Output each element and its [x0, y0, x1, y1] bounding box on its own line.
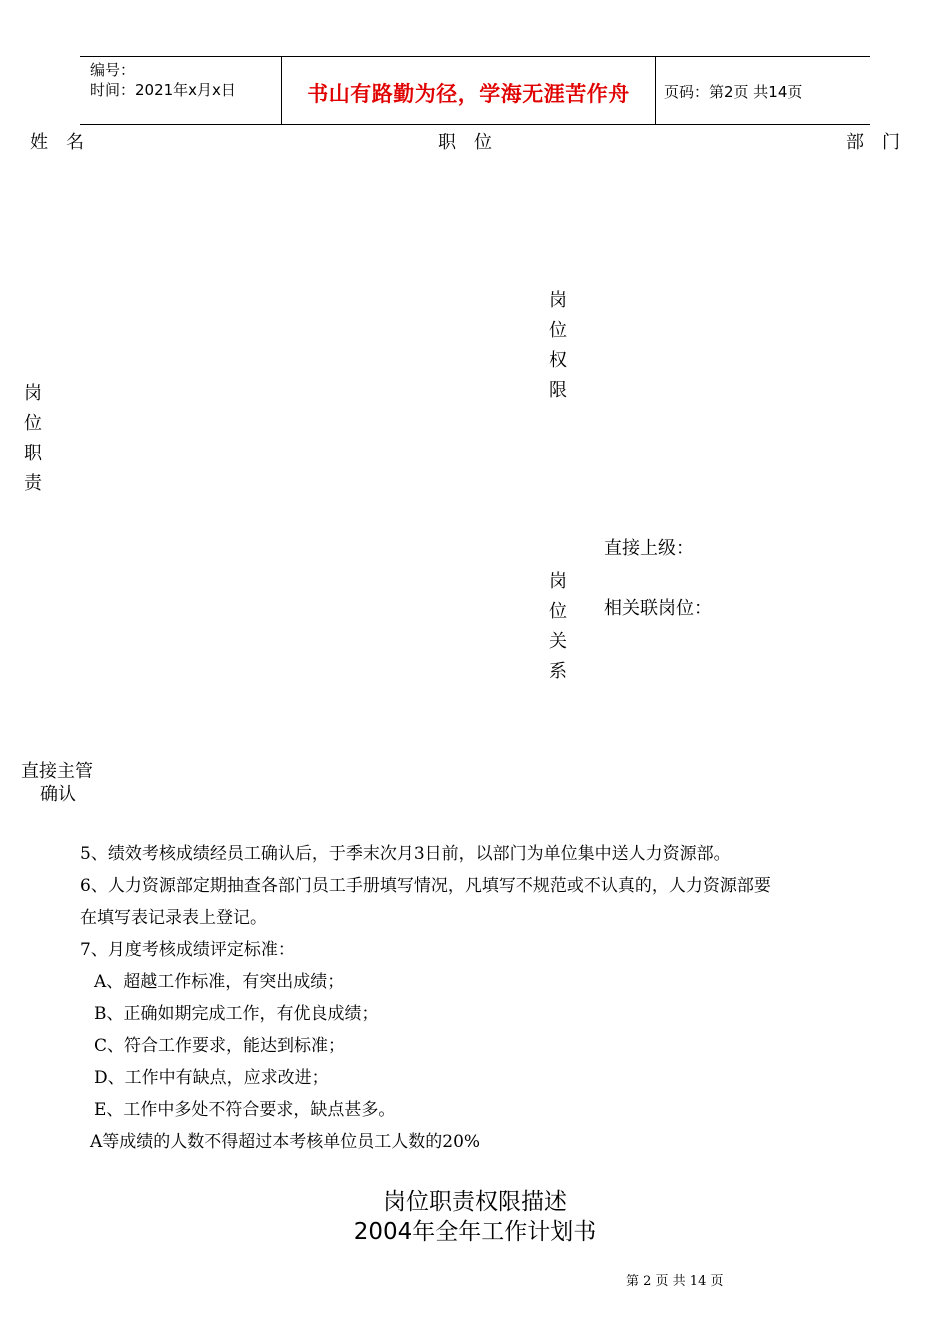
- superior-label: 直接上级：: [604, 538, 694, 559]
- supervisor-label: 直接主管: [21, 761, 93, 782]
- header-top-rule: [80, 56, 870, 57]
- standard-a: A、超越工作标准，有突出成绩；: [94, 972, 345, 992]
- name-label: 姓 名: [30, 132, 84, 153]
- doc-title: 岗位职责权限描述: [383, 1189, 567, 1215]
- body-line-4: 7、月度考核成绩评定标准：: [80, 940, 295, 960]
- header-motto: 书山有路勤为径，学海无涯苦作舟: [307, 82, 630, 106]
- standard-d: D、工作中有缺点，应求改进；: [94, 1068, 329, 1088]
- duties-label: 岗位职责: [24, 383, 42, 494]
- standard-b: B、正确如期完成工作，有优良成绩；: [94, 1004, 379, 1024]
- relation-label: 岗位关系: [549, 571, 567, 682]
- header-page-label: 页码：第2页 共14页: [664, 83, 803, 101]
- header-bottom-rule: [80, 124, 870, 125]
- authority-label: 岗位权限: [549, 290, 567, 401]
- code-label: 编号：: [90, 61, 136, 79]
- standard-c: C、符合工作要求，能达到标准；: [94, 1036, 346, 1056]
- time-label: 时间：2021年x月x日: [90, 81, 236, 99]
- body-line-2: 6、人力资源部定期抽查各部门员工手册填写情况，凡填写不规范或不认真的，人力资源部要: [80, 876, 771, 896]
- confirm-label: 确认: [40, 784, 76, 805]
- header-divider-2: [655, 56, 656, 125]
- department-label: 部 门: [846, 132, 900, 153]
- quota-note: A等成绩的人数不得超过本考核单位员工人数的20%: [90, 1132, 481, 1152]
- standard-e: E、工作中多处不符合要求，缺点甚多。: [94, 1100, 396, 1120]
- body-line-3: 在填写表记录表上登记。: [80, 908, 267, 928]
- position-label: 职 位: [438, 132, 492, 153]
- header-meta: [90, 60, 236, 100]
- related-positions-label: 相关联岗位：: [604, 598, 712, 619]
- doc-subtitle: 2004年全年工作计划书: [353, 1219, 597, 1245]
- footer-page-number: 第 2 页 共 14 页: [626, 1274, 724, 1289]
- body-line-1: 5、绩效考核成绩经员工确认后，于季末次月3日前，以部门为单位集中送人力资源部。: [80, 844, 731, 864]
